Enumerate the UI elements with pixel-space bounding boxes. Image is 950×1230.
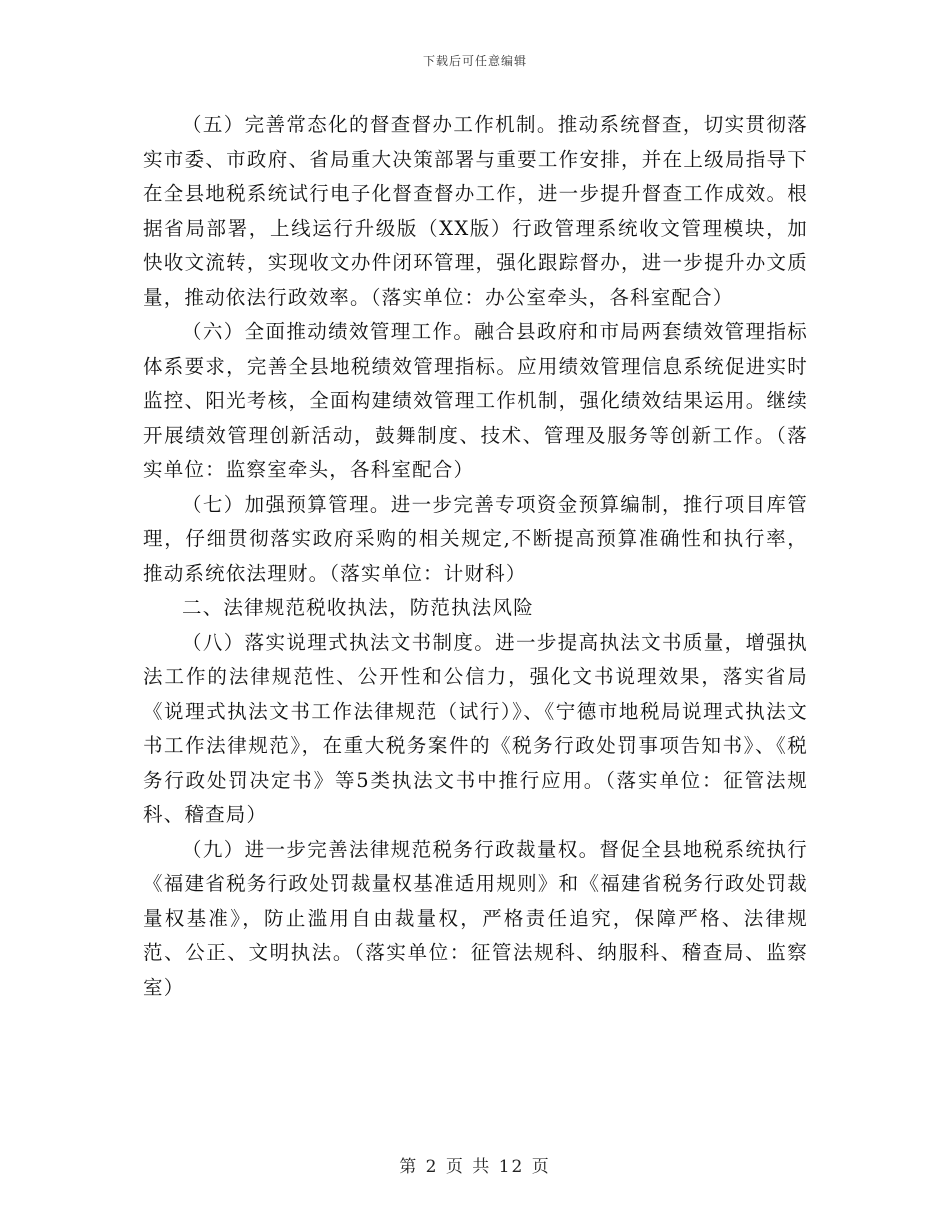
page-header: 下载后可任意编辑 xyxy=(422,54,527,68)
paragraph-nine: （九）进一步完善法律规范税务行政裁量权。督促全县地税系统执行《福建省税务行政处罚裁量权基准适用规则》和《福建省税务行政处罚裁量权基准》，防止滥用自由裁量权，严格责任追究，保障严格、法律规范、公正、文明执法。（落实单位：征管法规科、纳服科、稽查局、监察室） xyxy=(143,837,808,999)
paragraph-seven: （七）加强预算管理。进一步完善专项资金预算编制，推行项目库管理，仔细贯彻落实政府采购的相关规定,不断提高预算准确性和执行率，推动系统依法理财。（落实单位：计财科） xyxy=(143,492,808,585)
paragraph-five: （五）完善常态化的督查督办工作机制。推动系统督查，切实贯彻落实市委、市政府、省局重大决策部署与重要工作安排，并在上级局指导下在全县地税系统试行电子化督查督办工作，进一步提升督查工作成效。根据省局部署，上线运行升级版（XX版）行政管理系统收文管理模块，加快收文流转，实现收文办件闭环管理，强化跟踪督办，进一步提升办文质量，推动依法行政效率。（落实单位：办公室牵头，各科室配合） xyxy=(143,113,808,309)
document-body xyxy=(143,108,808,1005)
paragraph-eight: （八）落实说理式执法文书制度。进一步提高执法文书质量，增强执法工作的法律规范性、公开性和公信力，强化文书说理效果，落实省局《说理式执法文书工作法律规范（试行）》、《宁德市地税局说理式执法文书工作法律规范》，在重大税务案件的《税务行政处罚事项告知书》、《税务行政处罚决定书》等5类执法文书中推行应用。（落实单位：征管法规科、稽查局） xyxy=(143,630,808,826)
paragraph-six: （六）全面推动绩效管理工作。融合县政府和市局两套绩效管理指标体系要求，完善全县地税绩效管理指标。应用绩效管理信息系统促进实时监控、阳光考核，全面构建绩效管理工作机制，强化绩效结果运用。继续开展绩效管理创新活动，鼓舞制度、技术、管理及服务等创新工作。（落实单位：监察室牵头，各科室配合） xyxy=(143,320,808,481)
section-heading-two: 二、法律规范税收执法，防范执法风险 xyxy=(182,596,534,619)
page-number-footer: 第 2 页 共 12 页 xyxy=(399,1157,551,1177)
